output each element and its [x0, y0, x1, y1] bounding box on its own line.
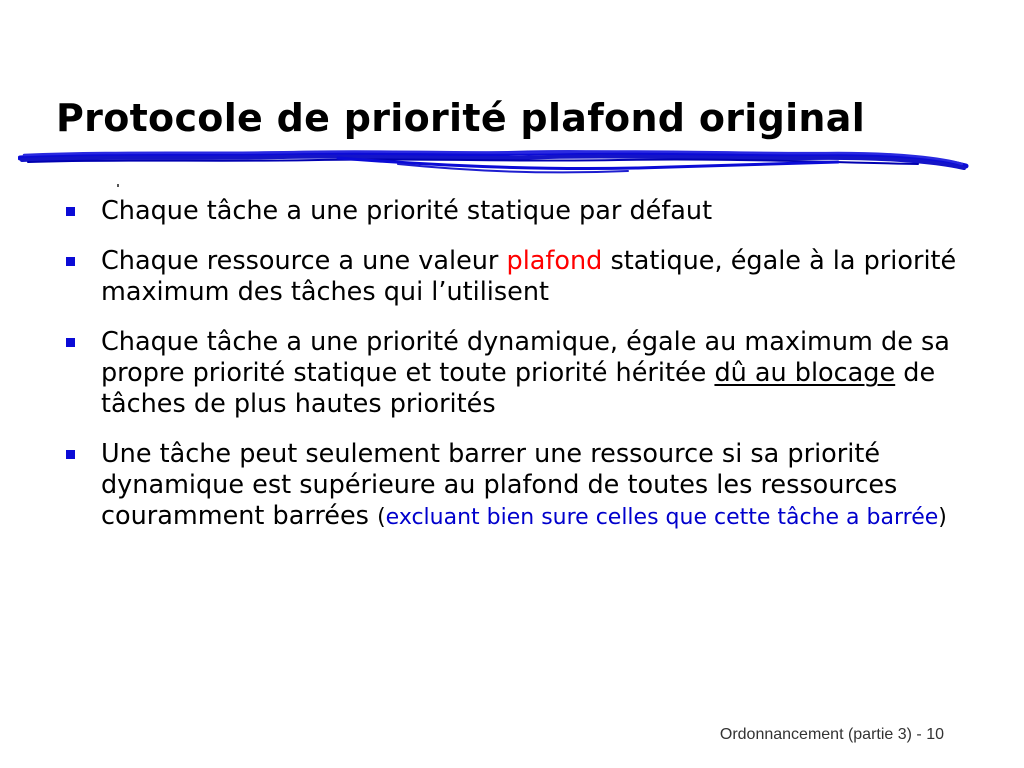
bullet-list [62, 196, 962, 533]
bullet-text: statique, égale à la priorité maximum des tâches qui l’utilisent [101, 246, 957, 307]
title-underline-decoration [18, 144, 970, 184]
bullet-text: Chaque ressource a une valeur [101, 246, 507, 276]
bullet-item [62, 327, 962, 420]
bullet-text: Chaque tâche a une priorité statique par défaut [101, 196, 713, 226]
slide-title: Protocole de priorité plafond original [56, 96, 866, 140]
bullet-item [62, 246, 962, 308]
paren-close: ) [938, 505, 947, 530]
tick-mark [117, 184, 119, 187]
square-bullet-icon [66, 338, 75, 347]
bullet-item [62, 439, 962, 533]
aside-note: excluant bien sure celles que cette tâche a barrée [385, 505, 939, 530]
bullet-text: de tâches de plus hautes priorités [101, 358, 936, 419]
bullet-item [62, 196, 962, 227]
square-bullet-icon [66, 450, 75, 459]
square-bullet-icon [66, 257, 75, 266]
highlighted-keyword: plafond [506, 246, 603, 276]
square-bullet-icon [66, 207, 75, 216]
slide-footer: Ordonnancement (partie 3) - 10 [719, 726, 944, 743]
bullet-text: Une tâche peut seulement barrer une ressource si sa priorité dynamique est supérieure au plafond de toutes les ressources couramment barrées [101, 439, 898, 531]
underlined-phrase: dû au blocage [714, 358, 896, 388]
bullet-text: Chaque tâche a une priorité dynamique, égale au maximum de sa propre priorité statique et toute priorité héritée [101, 327, 950, 388]
paren-open: ( [377, 505, 386, 530]
